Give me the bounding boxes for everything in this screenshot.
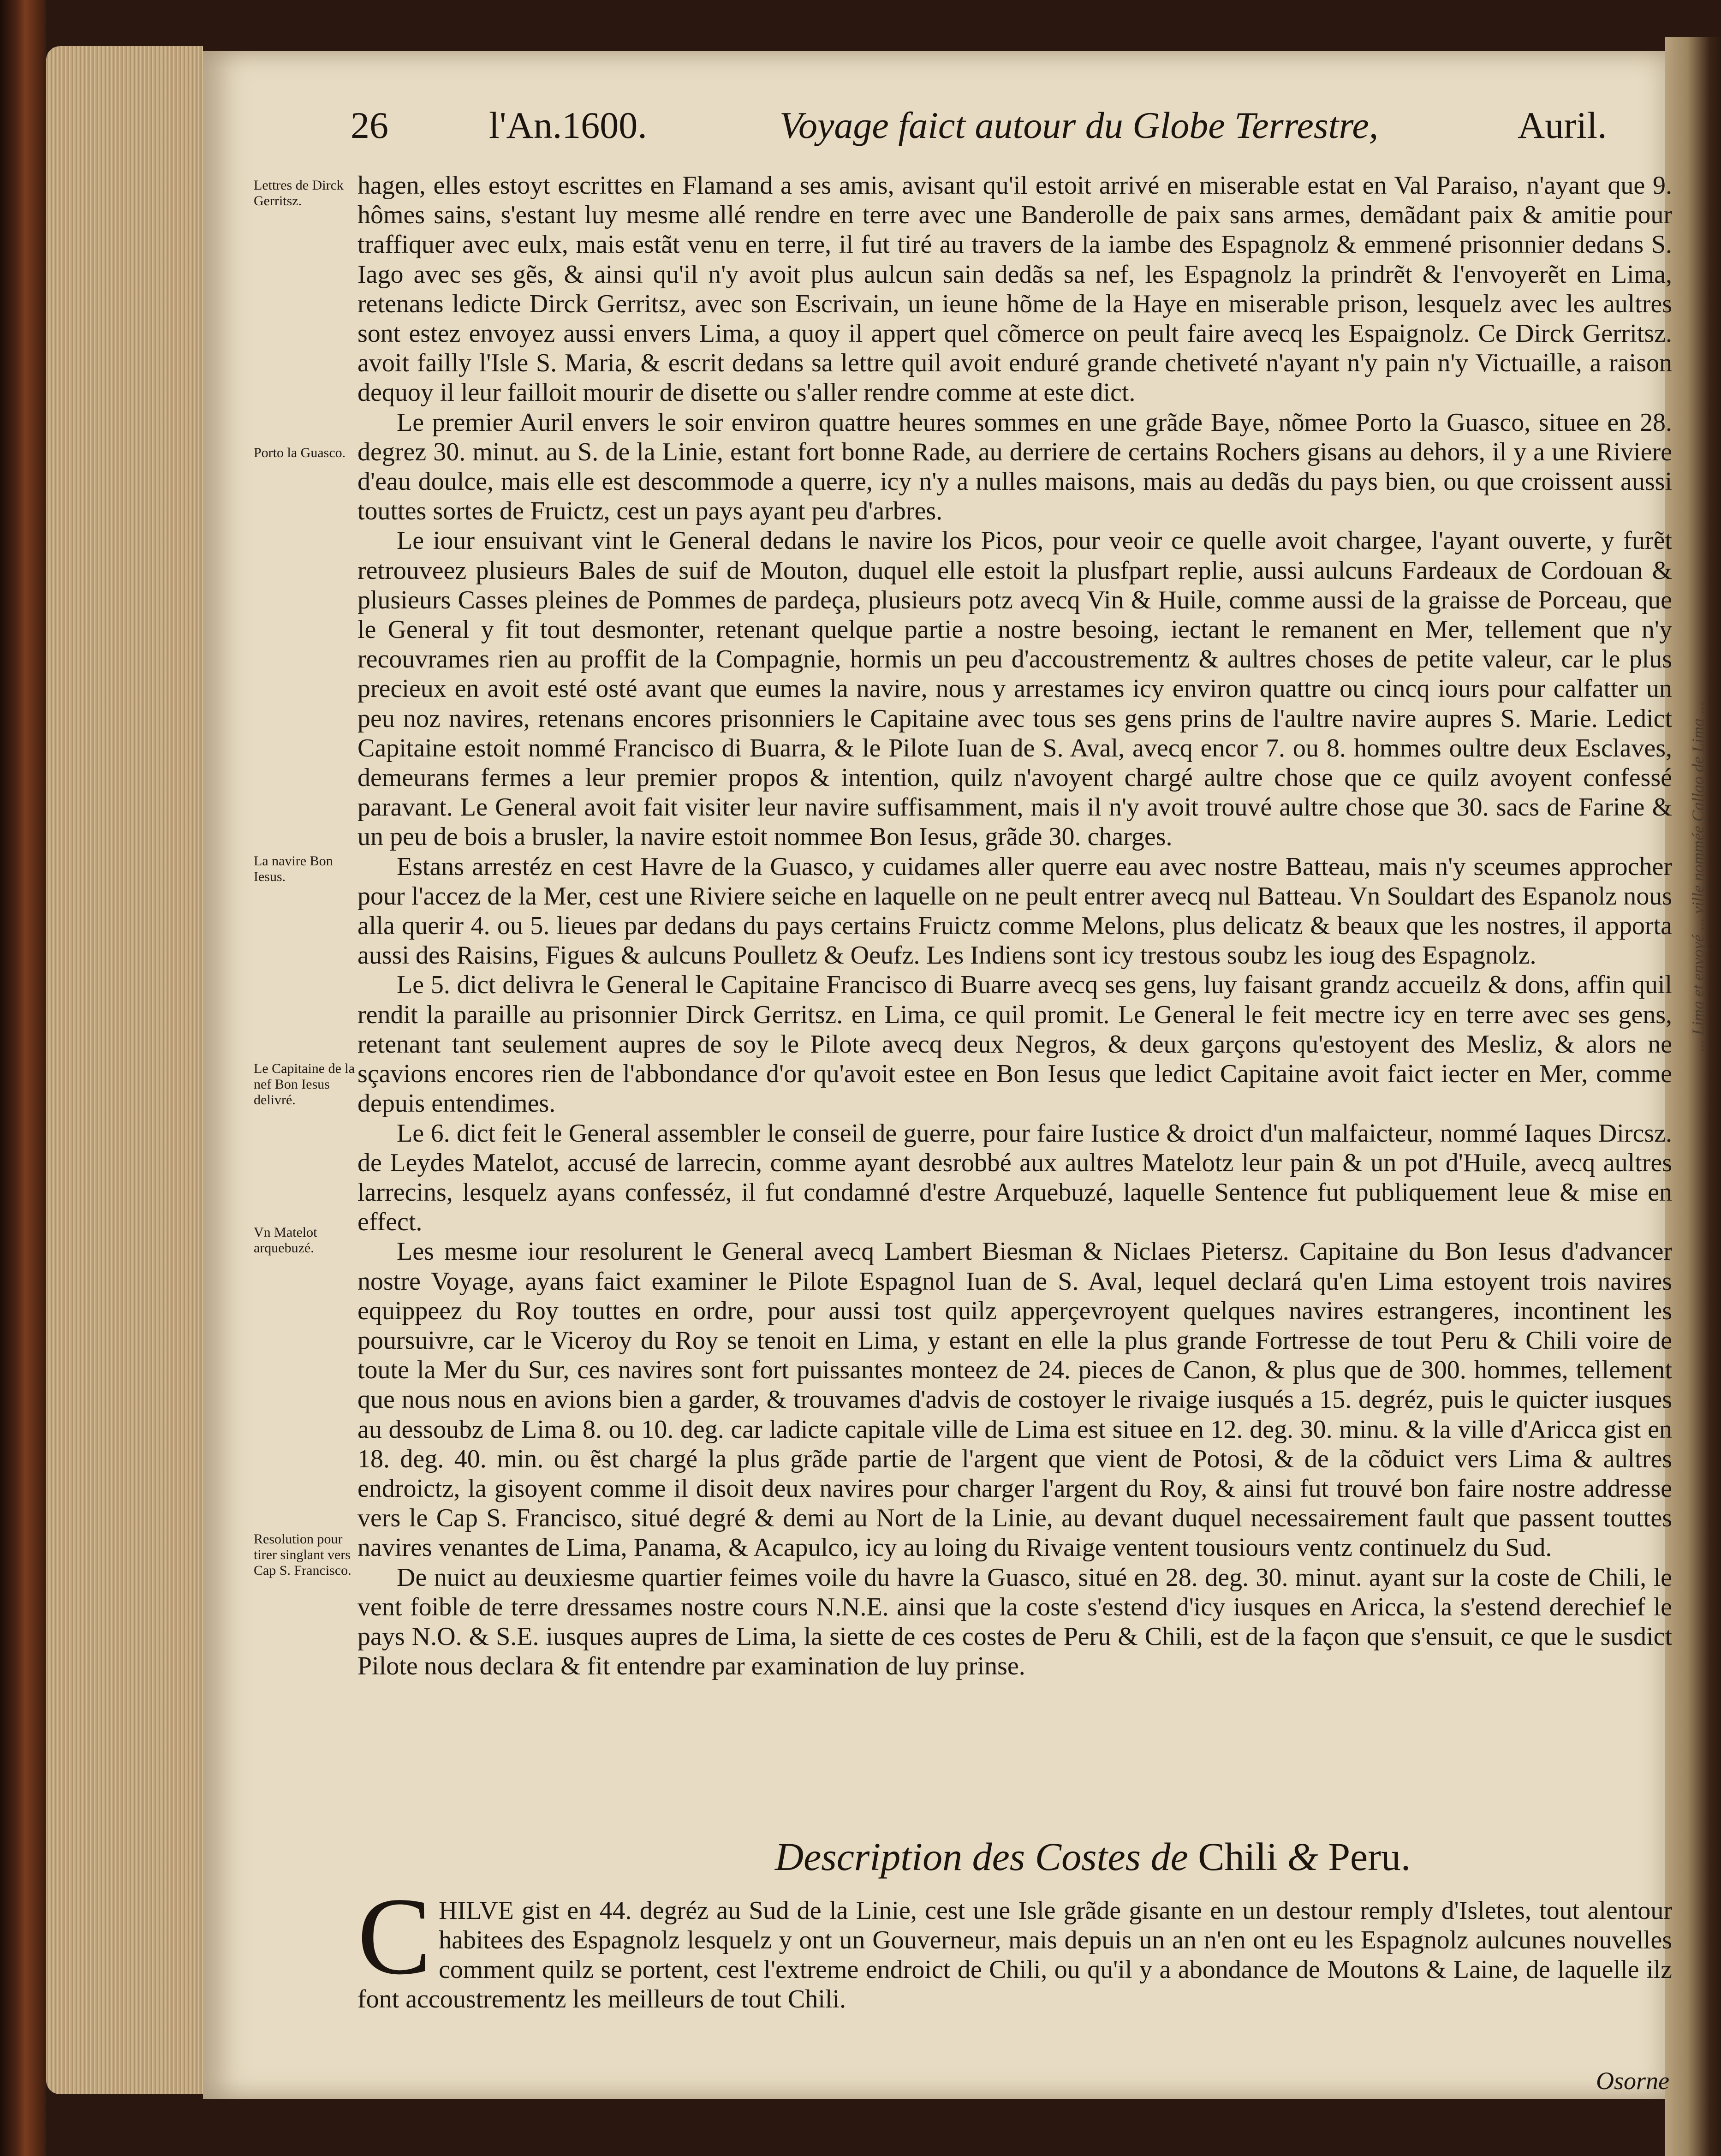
- sidenote: Resolution pour tirer singlant vers Cap S. Francisco.: [254, 1531, 351, 1578]
- running-header: [351, 104, 1684, 155]
- section-paragraph-text: HILVE gist en 44. degréz au Sud de la Linie, cest une Isle grãde gisante en un destour remply d'Isletes, tout alentour habitees des Espagnolz lesquelz y ont un Gouverneur, mais depuis un an n'en ont eu les Espagnolz aulcunes nouvelles comment quilz se portent, cest l'extreme endroict de Chili, ou qu'il y a abondance de Moutons & Laine, de laquelle ilz font accoustrementz les meilleurs de tout Chili.: [357, 1896, 1672, 2013]
- paragraph: hagen, elles estoyt escrittes en Flamand a ses amis, avisant qu'il estoit arrivé en miserable estat en Val Paraiso, n'ayant que 9. hômes sains, s'estant luy mesme allé rendre en terre avec une Banderolle de paix sans armes, demãdant paix & amitie pour traffiquer avec eulx, mais estãt venu en terre, il fut tiré au travers de la iambe des Espagnolz & emmené prisonnier dedans S. Iago avec ses gẽs, & ainsi qu'il n'y avoit plus aulcun sain dedãs sa nef, les Espagnolz la prindrẽt & l'envoyerẽt en Lima, retenans ledicte Dirck Gerritsz, avec son Escrivain, un ieune hõme de la Haye en miserable prison, lesquelz avec les aultres sont estez envoyez aussi envers Lima, a quoy il appert quel cõmerce on peult faire avecq les Espaignolz. Ce Dirck Gerritsz. avoit failly l'Isle S. Maria, & escrit dedans sa lettre quil avoit enduré grande chetiveté n'ayant n'y pain n'y Victuaille, a raison dequoy il leur failloit mourir de disette ou s'aller rendre comme at este dict.: [357, 171, 1672, 407]
- page-number: 26: [351, 104, 388, 146]
- section-heading-name1: Chili: [1198, 1834, 1278, 1879]
- body-text: [357, 171, 1672, 1681]
- sidenote: Lettres de Dirck Gerritsz.: [254, 178, 344, 208]
- paragraph: Estans arrestéz en cest Havre de la Guasco, y cuidames aller querre eau avec nostre Batteau, mais n'y sceumes approcher pour l'accez de la Mer, cest une Riviere seiche en laquelle on ne peult entrer avecq nul Batteau. Vn Souldart des Espanolz nous alla querir 4. ou 5. lieues par dedans du pays certains Fruictz comme Melons, plus delicatz & beaux que les nostres, il apporta aussi des Raisins, Figues & aulcuns Poulletz & Oeufz. Les Indiens sont icy trestous soubz les ioug des Espagnolz.: [357, 852, 1672, 970]
- paragraph: Le iour ensuivant vint le General dedans le navire los Picos, pour veoir ce quelle avoit chargee, l'ayant ouverte, y furẽt retrouveez plusieurs Bales de suif de Mouton, duquel elle estoit la plusfpart replie, aussi aulcuns Fardeaux de Cordouan & plusieurs Casses pleines de Pommes de pardeça, plusieurs potz avecq Vin & Huile, comme aussi de la graisse de Porceau, que le General y fit tout desmonter, retenant quelque partie a nostre besoing, iectant le remanent en Mer, tellement que n'y recouvrames rien au proffit de la Compagnie, hormis un peu d'accoustrementz & aultres choses de petite valeur, car le plus precieux en avoit esté osté avant que eumes la navire, nous y arrestames icy environ quattre ou cincq iours pour calfatter un peu noz navires, retenans encores prisonniers le Capitaine avec tous ses gens prins de l'aultre navire aupres S. Marie. Ledict Capitaine estoit nommé Francisco di Buarra, & le Pilote Iuan de S. Aval, avecq encor 7. ou 8. hommes oultre deux Esclaves, demeurans fermes a leur premier propos & intention, quilz n'avoyent chargé aultre chose que ce quilz avoyent confessé paravant. Le General avoit fait visiter leur navire suffisamment, mais il n'y avoit trouvé aultre chose que 30. sacs de Farine & un peu de bois a brusler, la navire estoit nommee Bon Iesus, grãde 30. charges.: [357, 526, 1672, 852]
- section-heading: [775, 1834, 1651, 1880]
- book-binding: [0, 0, 46, 2156]
- sidenote: Porto la Guasco.: [254, 445, 346, 460]
- paragraph: Le 5. dict delivra le General le Capitaine Francisco di Buarre avecq ses gens, luy faisant grandz accueilz & dons, affin quil rendit la paraille au prisonnier Dirck Gerritsz. en Lima, ce quil promit. Le General le feit mectre icy en terre avec ses gens, retenant tant seulement aupres de soy le Pilote avecq deux Negros, & deux garçons qu'estoyent des Mesliz, & alors ne sçavions encores rien de l'abbondance d'or qu'avoit estee en Bon Iesus que ledict Capitaine avoit faict iecter en Mer, comme depuis entendimes.: [357, 971, 1672, 1118]
- sidenote: Vn Matelot arquebuzé.: [254, 1225, 317, 1256]
- facing-page-edge: [1665, 37, 1721, 2156]
- header-month: Auril.: [1518, 104, 1607, 146]
- sidenote: La navire Bon Iesus.: [254, 853, 333, 884]
- paragraph: Les mesme iour resolurent le General avecq Lambert Biesman & Niclaes Pietersz. Capitaine du Bon Iesus d'advancer nostre Voyage, ayans faict examiner le Pilote Espagnol Iuan de S. Aval, lequel declará qu'en Lima estoyent trois navires equippeez du Roy touttes en ordre, pour aussi tost quilz apperçevroyent quelques navires estrangeres, incontinent les poursuivre, car le Viceroy du Roy se tenoit en Lima, y estant en elle la plus grande Fortresse de tout Peru & Chili voire de toute la Mer du Sur, ces navires sont fort puissantes monteez de 24. pieces de Canon, & plus que de 300. hommes, tellement que nous nous en avions bien a garder, & trouvames d'advis de costoyer le rivaige iusqués a 15. degréz, puis le quicter iusques au dessoubz de Lima 8. ou 10. deg. car ladicte capitale ville de Lima est situee en 12. deg. 30. minu. & la ville d'Aricca gist en 18. deg. 40. min. ou ẽst chargé la plus grãde partie de l'argent que vient de Potosi, & de la cõduict vers Lima & aultres endroictz, la gisoyent comme il disoit deux navires pour charger l'argent du Roy, & ainsi fut trouvé bon faire nostre addresse vers le Cap S. Francisco, situé degré & demi au Nort de la Linie, au devant duquel necessairement fault que passent touttes navires venantes de Lima, Panama, & Acapulco, icy au loing du Rivaige ventent tousiours ventz continuelz du Sud.: [357, 1237, 1672, 1562]
- paragraph: Le premier Auril envers le soir environ quattre heures sommes en une grãde Baye, nõmee Porto la Guasco, situee en 28. degrez 30. minut. au S. de la Linie, estant fort bonne Rade, au derriere de certains Rochers gisans au dehors, il y a une Riviere d'eau doulce, mais elle est descommode a querre, icy n'y a nulles maisons, mais au dedãs du pays bien, ou que croissent aussi touttes sortes de Fruictz, cest un pays ayant peu d'arbres.: [357, 408, 1672, 526]
- section-paragraph: [357, 1875, 1672, 2014]
- section-heading-name2: Peru.: [1328, 1834, 1411, 1879]
- paragraph: Le 6. dict feit le General assembler le conseil de guerre, pour faire Iustice & droict d'un malfaicteur, nommé Iaques Dircsz. de Leydes Matelot, accusé de larrecin, comme ayant desrobbé aux aultres Matelotz leur pain & un pot d'Huile, avecq aultres larrecins, lesquelz ayans confesséz, il fut condamné d'estre Arquebuzé, laquelle Sentence fut publiquement leue & mise en effect.: [357, 1119, 1672, 1237]
- page-edges: [46, 46, 203, 2094]
- section-heading-amp: &: [1287, 1834, 1318, 1879]
- margin-vertical-text: ... Lima et envoyé ... ville nommée Callao de Lima ...: [1689, 702, 1707, 1052]
- paragraph: De nuict au deuxiesme quartier feimes voile du havre la Guasco, situé en 28. deg. 30. minut. ayant sur la coste de Chili, le vent foible de terre dressames nostre cours N.N.E. ainsi que la coste s'estend d'icy iusques en Aricca, la s'estend derechief le pays N.O. & S.E. iusques aupres de Lima, la siette de ces costes de Peru & Chili, est de la façon que s'ensuit, ce que le susdict Pilote nous declara & fit entendre par examination de luy prinse.: [357, 1563, 1672, 1681]
- running-title: Voyage faict autour du Globe Terrestre,: [780, 104, 1379, 146]
- catchword: Osorne: [1596, 2067, 1669, 2095]
- header-year: l'An.1600.: [489, 104, 647, 146]
- drop-cap: C: [357, 1875, 432, 1997]
- section-heading-prefix: Description des Costes de: [775, 1834, 1188, 1879]
- sidenote: Le Capitaine de la nef Bon Iesus delivré.: [254, 1061, 355, 1108]
